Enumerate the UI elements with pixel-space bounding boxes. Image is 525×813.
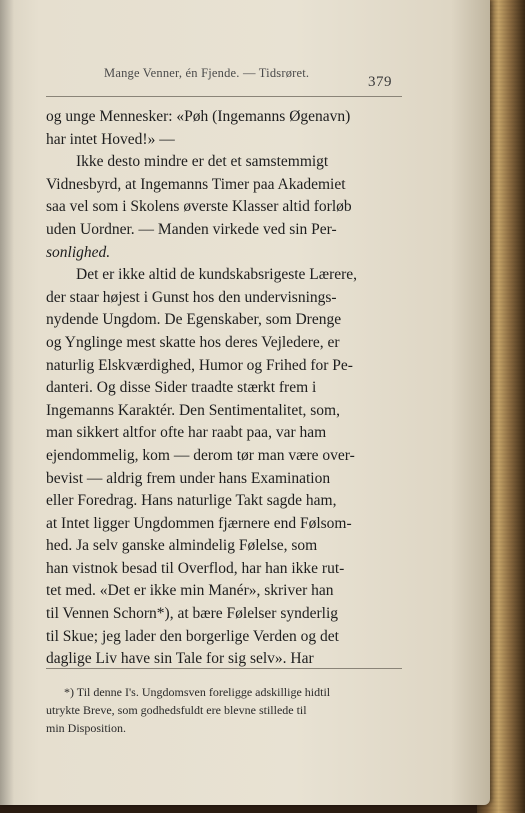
text-line: hed. Ja selv ganske almindelig Følelse, som bbox=[46, 537, 318, 555]
text-line: og Ynglinge mest skatte hos deres Vejledere, er bbox=[46, 333, 340, 351]
text-line: sonlighed. bbox=[46, 243, 111, 261]
text-line: og unge Mennesker: «Pøh (Ingemanns Øgenavn) bbox=[46, 108, 351, 125]
text-line: man sikkert altfor ofte har raabt paa, var ham bbox=[46, 424, 327, 442]
footnote-line: min Disposition. bbox=[46, 721, 127, 735]
footnote-line: *) Til denne I's. Ungdomsven foreligge adskillige hidtil bbox=[64, 685, 331, 699]
gutter-shadow bbox=[0, 0, 14, 805]
text-line: Vidnesbyrd, at Ingemanns Timer paa Akademiet bbox=[46, 175, 346, 193]
text-line: daglige Liv have sin Tale for sig selv». Har bbox=[46, 650, 314, 668]
text-line: til Vennen Schorn*), at bære Følelser synderlig bbox=[46, 605, 339, 623]
text-line: til Skue; jeg lader den borgerlige Verden og det bbox=[46, 627, 339, 645]
text-line: der staar højest i Gunst hos den undervisnings- bbox=[46, 288, 337, 306]
text-line: Ikke desto mindre er det et samstemmigt bbox=[76, 153, 329, 171]
running-head: Mange Venner, én Fjende. — Tidsrøret. bbox=[104, 66, 310, 80]
footnote bbox=[46, 683, 406, 737]
text-line: bevist — aldrig frem under hans Examination bbox=[46, 469, 331, 487]
footnote-line: utrykte Breve, som godhedsfuldt ere blevne stillede til bbox=[46, 703, 307, 717]
text-line: nydende Ungdom. De Egenskaber, som Drenge bbox=[46, 311, 342, 329]
body-text bbox=[46, 106, 404, 671]
text-line: Ingemanns Karaktér. Den Sentimentalitet, som, bbox=[46, 401, 340, 419]
text-line: tet med. «Det er ikke min Manér», skriver han bbox=[46, 582, 334, 600]
text-line: Det er ikke altid de kundskabsrigeste Lærere, bbox=[76, 266, 358, 284]
text-line: eller Foredrag. Hans naturlige Takt sagde ham, bbox=[46, 492, 337, 510]
text-line: han vistnok besad til Overflod, har han ikke rut- bbox=[46, 559, 345, 577]
text-line: saa vel som i Skolens øverste Klasser altid forløb bbox=[46, 198, 352, 216]
text-line: ejendommelig, kom — derom tør man være over- bbox=[46, 446, 355, 464]
text-line: har intet Hoved!» — bbox=[46, 130, 175, 148]
text-line: danteri. Og disse Sider traadte stærkt frem i bbox=[46, 379, 317, 397]
text-line: naturlig Elskværdighed, Humor og Frihed for Pe- bbox=[46, 356, 353, 374]
header-rule bbox=[46, 96, 402, 97]
text-line: at Intet ligger Ungdommen fjærnere end Følsom- bbox=[46, 514, 352, 532]
text-line: uden Uordner. — Manden virkede ved sin Per- bbox=[46, 220, 337, 238]
footnote-rule bbox=[46, 668, 402, 669]
page-number: 379 bbox=[368, 74, 392, 90]
